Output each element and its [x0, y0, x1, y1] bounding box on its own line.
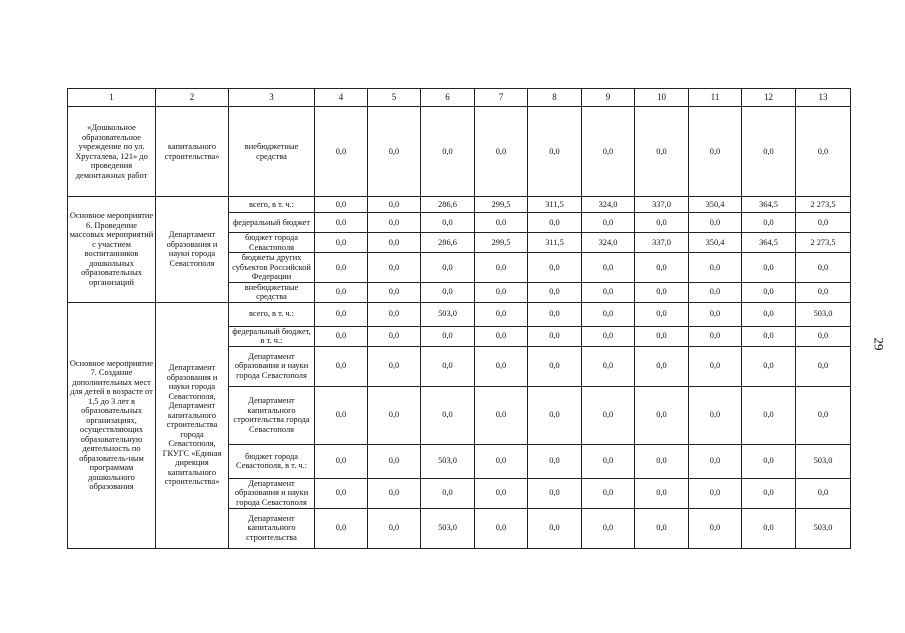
value-cell: 0,0 — [528, 444, 582, 478]
table-row — [68, 107, 851, 197]
value-cell: 0,0 — [582, 253, 635, 283]
value-cell: 0,0 — [689, 213, 742, 233]
value-cell: 0,0 — [796, 346, 851, 386]
value-cell: 0,0 — [421, 478, 475, 508]
funding-source-cell: федеральный бюджет, в т. ч.: — [229, 326, 315, 346]
value-cell: 0,0 — [528, 253, 582, 283]
value-cell: 0,0 — [421, 326, 475, 346]
value-cell: 0,0 — [742, 302, 796, 326]
value-cell: 0,0 — [528, 478, 582, 508]
value-cell: 0,0 — [689, 478, 742, 508]
header-cell: 9 — [582, 89, 635, 107]
value-cell: 0,0 — [368, 444, 421, 478]
value-cell: 324,0 — [582, 197, 635, 213]
value-cell: 299,5 — [475, 233, 528, 253]
value-cell: 0,0 — [742, 253, 796, 283]
value-cell: 0,0 — [475, 346, 528, 386]
funding-source-cell: Департамент образования и науки города Севастополя — [229, 478, 315, 508]
value-cell: 0,0 — [796, 326, 851, 346]
value-cell: 0,0 — [528, 302, 582, 326]
value-cell: 0,0 — [368, 508, 421, 548]
value-cell: 0,0 — [475, 444, 528, 478]
value-cell: 0,0 — [421, 253, 475, 283]
value-cell: 503,0 — [421, 444, 475, 478]
funding-source-cell: Департамент капитального строительства города Севастополя — [229, 386, 315, 444]
value-cell: 0,0 — [528, 107, 582, 197]
value-cell: 0,0 — [742, 346, 796, 386]
activity-name-cell: Основное мероприятие 7. Создание дополнительных мест для детей в возрасте от 1,5 до 3 лет в образовательных организациях, осуществляющих образовательную деятельность по образователь-ным программам дошкольного образования — [68, 302, 156, 548]
value-cell: 0,0 — [742, 386, 796, 444]
funding-source-cell: бюджет города Севастополя — [229, 233, 315, 253]
value-cell: 503,0 — [421, 508, 475, 548]
value-cell: 0,0 — [368, 213, 421, 233]
value-cell: 299,5 — [475, 197, 528, 213]
value-cell: 0,0 — [689, 253, 742, 283]
value-cell: 0,0 — [635, 508, 689, 548]
value-cell: 0,0 — [796, 282, 851, 302]
value-cell: 0,0 — [475, 253, 528, 283]
value-cell: 0,0 — [475, 326, 528, 346]
value-cell: 0,0 — [689, 444, 742, 478]
value-cell: 503,0 — [796, 302, 851, 326]
value-cell: 503,0 — [796, 444, 851, 478]
funding-source-cell: всего, в т. ч.: — [229, 197, 315, 213]
value-cell: 286,6 — [421, 197, 475, 213]
value-cell: 503,0 — [421, 302, 475, 326]
value-cell: 0,0 — [742, 444, 796, 478]
value-cell: 286,6 — [421, 233, 475, 253]
value-cell: 0,0 — [742, 282, 796, 302]
budget-table — [67, 88, 851, 549]
value-cell: 0,0 — [582, 326, 635, 346]
value-cell: 0,0 — [528, 346, 582, 386]
value-cell: 0,0 — [528, 282, 582, 302]
value-cell: 0,0 — [796, 386, 851, 444]
value-cell: 0,0 — [421, 346, 475, 386]
value-cell: 0,0 — [475, 213, 528, 233]
value-cell: 311,5 — [528, 197, 582, 213]
value-cell: 0,0 — [315, 282, 368, 302]
value-cell: 0,0 — [475, 386, 528, 444]
value-cell: 350,4 — [689, 233, 742, 253]
executor-cell: Департамент образования и науки города Севастополя — [156, 197, 229, 303]
activity-name-cell: Основное мероприятие 6. Проведение массовых мероприятий с участием воспитанников дошкольных образовательных организаций — [68, 197, 156, 303]
value-cell: 0,0 — [368, 302, 421, 326]
value-cell: 0,0 — [689, 386, 742, 444]
value-cell: 364,5 — [742, 197, 796, 213]
funding-source-cell: федеральный бюджет — [229, 213, 315, 233]
value-cell: 0,0 — [689, 326, 742, 346]
value-cell: 0,0 — [582, 508, 635, 548]
table-row — [68, 197, 851, 213]
value-cell: 0,0 — [582, 213, 635, 233]
value-cell: 0,0 — [421, 282, 475, 302]
value-cell: 0,0 — [582, 346, 635, 386]
value-cell: 0,0 — [635, 282, 689, 302]
value-cell: 0,0 — [528, 386, 582, 444]
header-cell: 7 — [475, 89, 528, 107]
value-cell: 0,0 — [689, 282, 742, 302]
value-cell: 0,0 — [742, 107, 796, 197]
value-cell: 0,0 — [421, 213, 475, 233]
value-cell: 0,0 — [315, 302, 368, 326]
value-cell: 0,0 — [315, 197, 368, 213]
value-cell: 0,0 — [635, 253, 689, 283]
value-cell: 0,0 — [582, 107, 635, 197]
value-cell: 0,0 — [315, 326, 368, 346]
value-cell: 0,0 — [368, 282, 421, 302]
value-cell: 0,0 — [635, 302, 689, 326]
value-cell: 0,0 — [635, 326, 689, 346]
value-cell: 0,0 — [315, 346, 368, 386]
value-cell: 0,0 — [635, 107, 689, 197]
funding-source-cell: Департамент капитального строительства — [229, 508, 315, 548]
value-cell: 0,0 — [582, 478, 635, 508]
header-cell: 10 — [635, 89, 689, 107]
value-cell: 0,0 — [315, 253, 368, 283]
value-cell: 0,0 — [742, 213, 796, 233]
funding-source-cell: внебюджетные средства — [229, 282, 315, 302]
header-cell: 2 — [156, 89, 229, 107]
value-cell: 0,0 — [635, 386, 689, 444]
value-cell: 0,0 — [528, 326, 582, 346]
funding-source-cell: внебюджетные средства — [229, 107, 315, 197]
value-cell: 0,0 — [368, 197, 421, 213]
funding-source-cell: бюджеты других субъектов Российской Федерации — [229, 253, 315, 283]
value-cell: 0,0 — [368, 386, 421, 444]
value-cell: 0,0 — [315, 508, 368, 548]
value-cell: 0,0 — [475, 508, 528, 548]
value-cell: 503,0 — [796, 508, 851, 548]
value-cell: 2 273,5 — [796, 233, 851, 253]
header-cell: 3 — [229, 89, 315, 107]
value-cell: 0,0 — [582, 444, 635, 478]
value-cell: 324,0 — [582, 233, 635, 253]
value-cell: 0,0 — [368, 478, 421, 508]
executor-cell: капитального строительства» — [156, 107, 229, 197]
value-cell: 350,4 — [689, 197, 742, 213]
value-cell: 0,0 — [368, 233, 421, 253]
value-cell: 0,0 — [528, 508, 582, 548]
value-cell: 0,0 — [421, 107, 475, 197]
value-cell: 0,0 — [315, 444, 368, 478]
value-cell: 0,0 — [315, 107, 368, 197]
value-cell: 0,0 — [742, 478, 796, 508]
value-cell: 0,0 — [475, 107, 528, 197]
value-cell: 0,0 — [796, 253, 851, 283]
value-cell: 0,0 — [582, 282, 635, 302]
value-cell: 0,0 — [315, 213, 368, 233]
value-cell: 0,0 — [742, 508, 796, 548]
value-cell: 0,0 — [368, 326, 421, 346]
funding-source-cell: Департамент образования и науки города Севастополя — [229, 346, 315, 386]
value-cell: 0,0 — [635, 346, 689, 386]
value-cell: 0,0 — [368, 107, 421, 197]
value-cell: 0,0 — [689, 107, 742, 197]
value-cell: 0,0 — [689, 508, 742, 548]
value-cell: 0,0 — [475, 302, 528, 326]
table-header-row — [68, 89, 851, 107]
value-cell: 311,5 — [528, 233, 582, 253]
table-row — [68, 302, 851, 326]
page-number: 29 — [871, 337, 887, 351]
value-cell: 0,0 — [689, 346, 742, 386]
value-cell: 0,0 — [796, 213, 851, 233]
header-cell: 12 — [742, 89, 796, 107]
value-cell: 0,0 — [635, 478, 689, 508]
activity-name-cell: «Дошкольное образовательное учреждение по ул. Хрусталева, 121» до проведения демонтажных работ — [68, 107, 156, 197]
value-cell: 0,0 — [315, 233, 368, 253]
value-cell: 0,0 — [528, 213, 582, 233]
value-cell: 0,0 — [689, 302, 742, 326]
value-cell: 0,0 — [421, 386, 475, 444]
value-cell: 0,0 — [315, 386, 368, 444]
value-cell: 364,5 — [742, 233, 796, 253]
value-cell: 0,0 — [475, 478, 528, 508]
header-cell: 13 — [796, 89, 851, 107]
value-cell: 0,0 — [742, 326, 796, 346]
header-cell: 11 — [689, 89, 742, 107]
value-cell: 0,0 — [368, 253, 421, 283]
value-cell: 0,0 — [635, 444, 689, 478]
header-cell: 8 — [528, 89, 582, 107]
header-cell: 6 — [421, 89, 475, 107]
header-cell: 4 — [315, 89, 368, 107]
value-cell: 0,0 — [796, 478, 851, 508]
value-cell: 337,0 — [635, 233, 689, 253]
funding-source-cell: всего, в т. ч.: — [229, 302, 315, 326]
executor-cell: Департамент образования и науки города Севастополя, Департамент капитального строительства города Севастополя, ГКУГС «Единая дирекция капитального строительства» — [156, 302, 229, 548]
value-cell: 0,0 — [368, 346, 421, 386]
value-cell: 0,0 — [796, 107, 851, 197]
funding-source-cell: бюджет города Севастополя, в т. ч.: — [229, 444, 315, 478]
value-cell: 0,0 — [315, 478, 368, 508]
header-cell: 5 — [368, 89, 421, 107]
value-cell: 0,0 — [582, 302, 635, 326]
value-cell: 0,0 — [475, 282, 528, 302]
value-cell: 2 273,5 — [796, 197, 851, 213]
value-cell: 0,0 — [582, 386, 635, 444]
value-cell: 337,0 — [635, 197, 689, 213]
header-cell: 1 — [68, 89, 156, 107]
value-cell: 0,0 — [635, 213, 689, 233]
